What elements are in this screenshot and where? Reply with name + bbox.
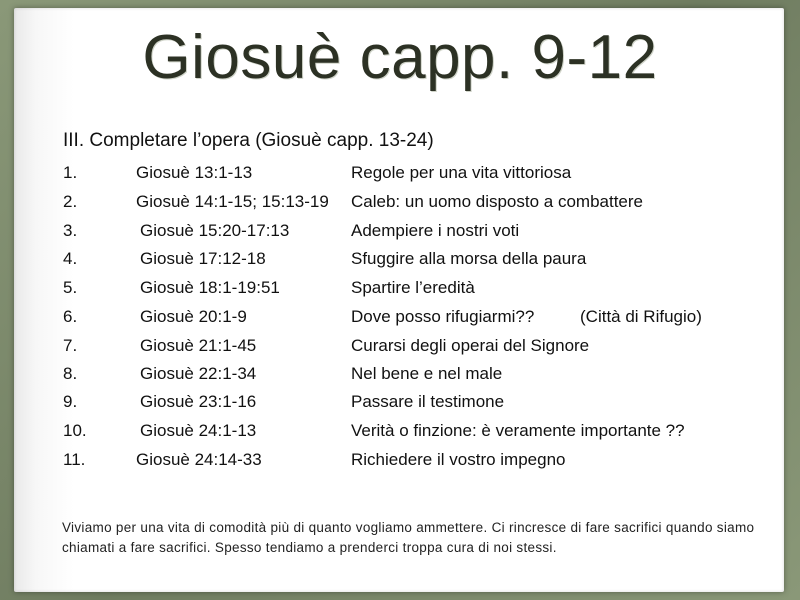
item-number: 11.: [63, 450, 86, 469]
item-number: 6.: [63, 307, 78, 326]
item-number: 7.: [63, 336, 78, 355]
item-note: (Città di Rifugio): [580, 307, 702, 326]
item-number: 5.: [63, 278, 78, 297]
list-item: [0, 163, 800, 191]
item-number: 9.: [63, 392, 78, 411]
footer-paragraph: Viviamo per una vita di comodità più di quanto vogliamo ammettere. Ci rincresce di fare sacrifici quando siamo chiamati a fare sacrifici. Spesso tendiamo a prenderci troppa cura di noi stessi.: [62, 520, 755, 555]
item-description: Curarsi degli operai del Signore: [351, 336, 590, 355]
list-item: [0, 364, 800, 392]
item-number: 8.: [63, 364, 78, 383]
item-number: 10.: [63, 421, 87, 440]
scripture-reference: Giosuè 21:1-45: [140, 336, 257, 355]
slide-title: Giosuè capp. 9-12: [142, 23, 658, 92]
item-description: Dove posso rifugiarmi??: [351, 307, 535, 326]
scripture-reference: Giosuè 22:1-34: [140, 364, 257, 383]
item-description: Regole per una vita vittoriosa: [351, 163, 572, 182]
list-item: [0, 421, 800, 449]
list-item: [0, 307, 800, 335]
section-heading: III. Completare l’opera (Giosuè capp. 13-24): [63, 130, 434, 151]
item-description: Verità o finzione: è veramente importante ??: [351, 421, 685, 440]
item-description: Sfuggire alla morsa della paura: [351, 249, 587, 268]
scripture-reference: Giosuè 17:12-18: [140, 249, 266, 268]
scripture-reference: Giosuè 23:1-16: [140, 392, 257, 411]
item-number: 4.: [63, 249, 78, 268]
list-item: [0, 192, 800, 220]
item-description: Adempiere i nostri voti: [351, 221, 520, 240]
item-description: Caleb: un uomo disposto a combattere: [351, 192, 644, 211]
item-description: Nel bene e nel male: [351, 364, 503, 383]
item-number: 3.: [63, 221, 78, 240]
list-item: [0, 249, 800, 277]
list-item: [0, 336, 800, 364]
scripture-reference: Giosuè 24:1-13: [140, 421, 257, 440]
list-item: [0, 392, 800, 420]
item-number: 2.: [63, 192, 78, 211]
scripture-reference: Giosuè 20:1-9: [140, 307, 247, 326]
scripture-reference: Giosuè 13:1-13: [136, 163, 253, 182]
item-number: 1.: [63, 163, 78, 182]
scripture-reference: Giosuè 24:14-33: [136, 450, 262, 469]
scripture-reference: Giosuè 18:1-19:51: [140, 278, 280, 297]
scripture-reference: Giosuè 15:20-17:13: [140, 221, 290, 240]
list-item: [0, 221, 800, 249]
item-description: Passare il testimone: [351, 392, 505, 411]
list-item: [0, 278, 800, 306]
list-item: [0, 450, 800, 478]
item-description: Spartire l’eredità: [351, 278, 475, 297]
item-description: Richiedere il vostro impegno: [351, 450, 566, 469]
scripture-reference: Giosuè 14:1-15; 15:13-19: [136, 192, 329, 211]
